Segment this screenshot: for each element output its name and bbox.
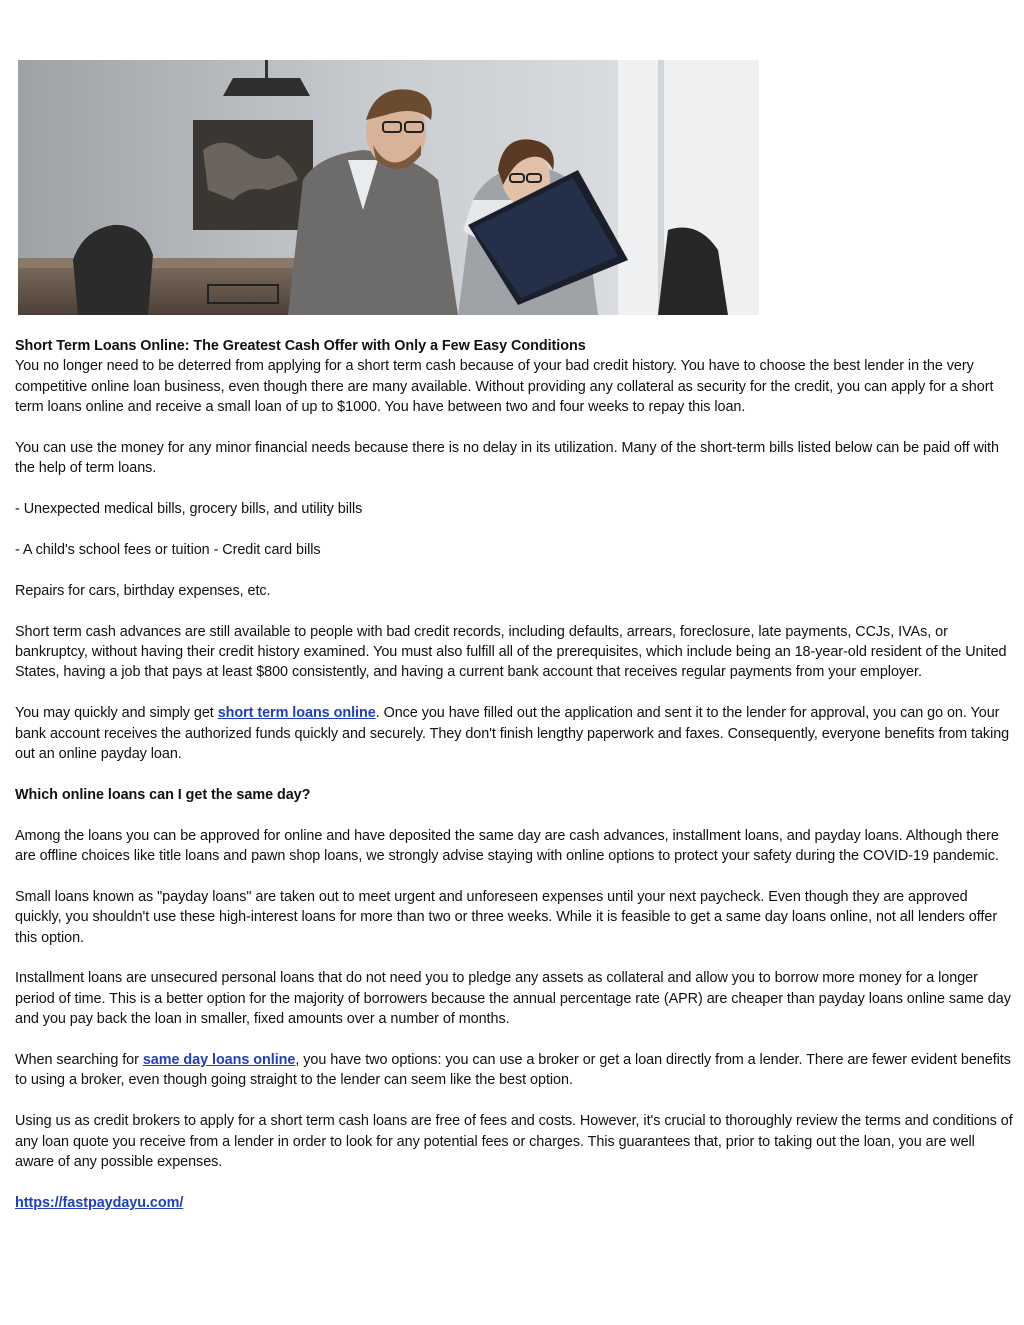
office-scene-illustration bbox=[18, 60, 759, 315]
search-text-end: , you have two options: you can use a broker or get a loan directly from a lender. There are fewer evident benefits to using a broker, even though going straight to the lender can seem like the best option. bbox=[15, 1052, 1011, 1089]
quick-loan-text-end: . Once you have filled out the application and sent it to the lender for approval, you can go on. Your bank account receives the authorized funds quickly and securely. They don't finish lengthy paperwork and faxes. Consequently, everyone benefits from taking out an online payday loan. bbox=[15, 705, 1010, 763]
brokers-paragraph: Using us as credit brokers to apply for a short term cash loans are free of fees and costs. However, it's crucial to thoroughly review the terms and conditions of any loan quote you receive from a lender in order to look for any potential fees or charges. This guarantees that, prior to taking out the loan, you are well aware of any possible expenses. bbox=[15, 1113, 1013, 1171]
expense-list-item-1: - Unexpected medical bills, grocery bills, and utility bills bbox=[15, 501, 363, 518]
installment-paragraph: Installment loans are unsecured personal loans that do not need you to pledge any assets as collateral and allow you to borrow more money for a longer period of time. This is a better option for the majority of borrowers because the annual percentage rate (APR) are cheaper than payday loans online same day and you pay back the loan in smaller, fixed amounts over a number of months. bbox=[15, 970, 1011, 1028]
quick-loan-text-start: You may quickly and simply get bbox=[15, 705, 218, 722]
article-body bbox=[15, 336, 1013, 1234]
website-link[interactable]: https://fastpaydayu.com/ bbox=[15, 1194, 184, 1211]
bad-credit-paragraph: Short term cash advances are still available to people with bad credit records, including defaults, arrears, foreclosure, late payments, CCJs, IVAs, or bankruptcy, without having their credit history examined. You must also fulfill all of the prerequisites, which include being an 18-year-old resident of the United States, having a job that pays at least $800 consistently, and having a current bank account that receives regular payments from your employer. bbox=[15, 623, 1007, 681]
search-text-start: When searching for bbox=[15, 1052, 143, 1069]
same-day-options-paragraph: Among the loans you can be approved for online and have deposited the same day are cash advances, installment loans, and payday loans. Although there are offline choices like title loans and pawn shop loans, we strongly advise staying with online options to protect your safety during the COVID-19 pandemic. bbox=[15, 827, 999, 865]
use-paragraph: You can use the money for any minor financial needs because there is no delay in its utilization. Many of the short-term bills listed below can be paid off with the help of term loans. bbox=[15, 440, 999, 477]
hero-photo bbox=[18, 60, 759, 315]
expense-list-item-2: - A child's school fees or tuition - Credit card bills bbox=[15, 542, 321, 559]
ceiling-lamp bbox=[223, 78, 310, 96]
article-title: Short Term Loans Online: The Greatest Cash Offer with Only a Few Easy Conditions bbox=[15, 338, 586, 354]
article-heading-block bbox=[15, 336, 1013, 418]
same-day-heading: Which online loans can I get the same day? bbox=[15, 786, 311, 803]
expense-list-item-3: Repairs for cars, birthday expenses, etc. bbox=[15, 582, 271, 599]
short-term-loans-link[interactable]: short term loans online bbox=[217, 705, 376, 722]
intro-paragraph: You no longer need to be deterred from applying for a short term cash because of your bad credit history. You have to choose the best lender in the very competitive online loan business, even though there are many available. Without providing any collateral as security for the credit, you can apply for a short term loans online and receive a small loan of up to $1000. You have between two and four weeks to repay this loan. bbox=[15, 358, 994, 416]
search-paragraph bbox=[15, 1050, 1013, 1091]
payday-paragraph: Small loans known as "payday loans" are taken out to meet urgent and unforeseen expenses until your next paycheck. Even though they are approved quickly, you shouldn't use these high-interest loans for more than two or three weeks. While it is feasible to get a same day loans online, not all lenders offer this option. bbox=[15, 888, 998, 946]
quick-loan-paragraph bbox=[15, 703, 1013, 764]
same-day-loans-link[interactable]: same day loans online bbox=[142, 1052, 296, 1069]
